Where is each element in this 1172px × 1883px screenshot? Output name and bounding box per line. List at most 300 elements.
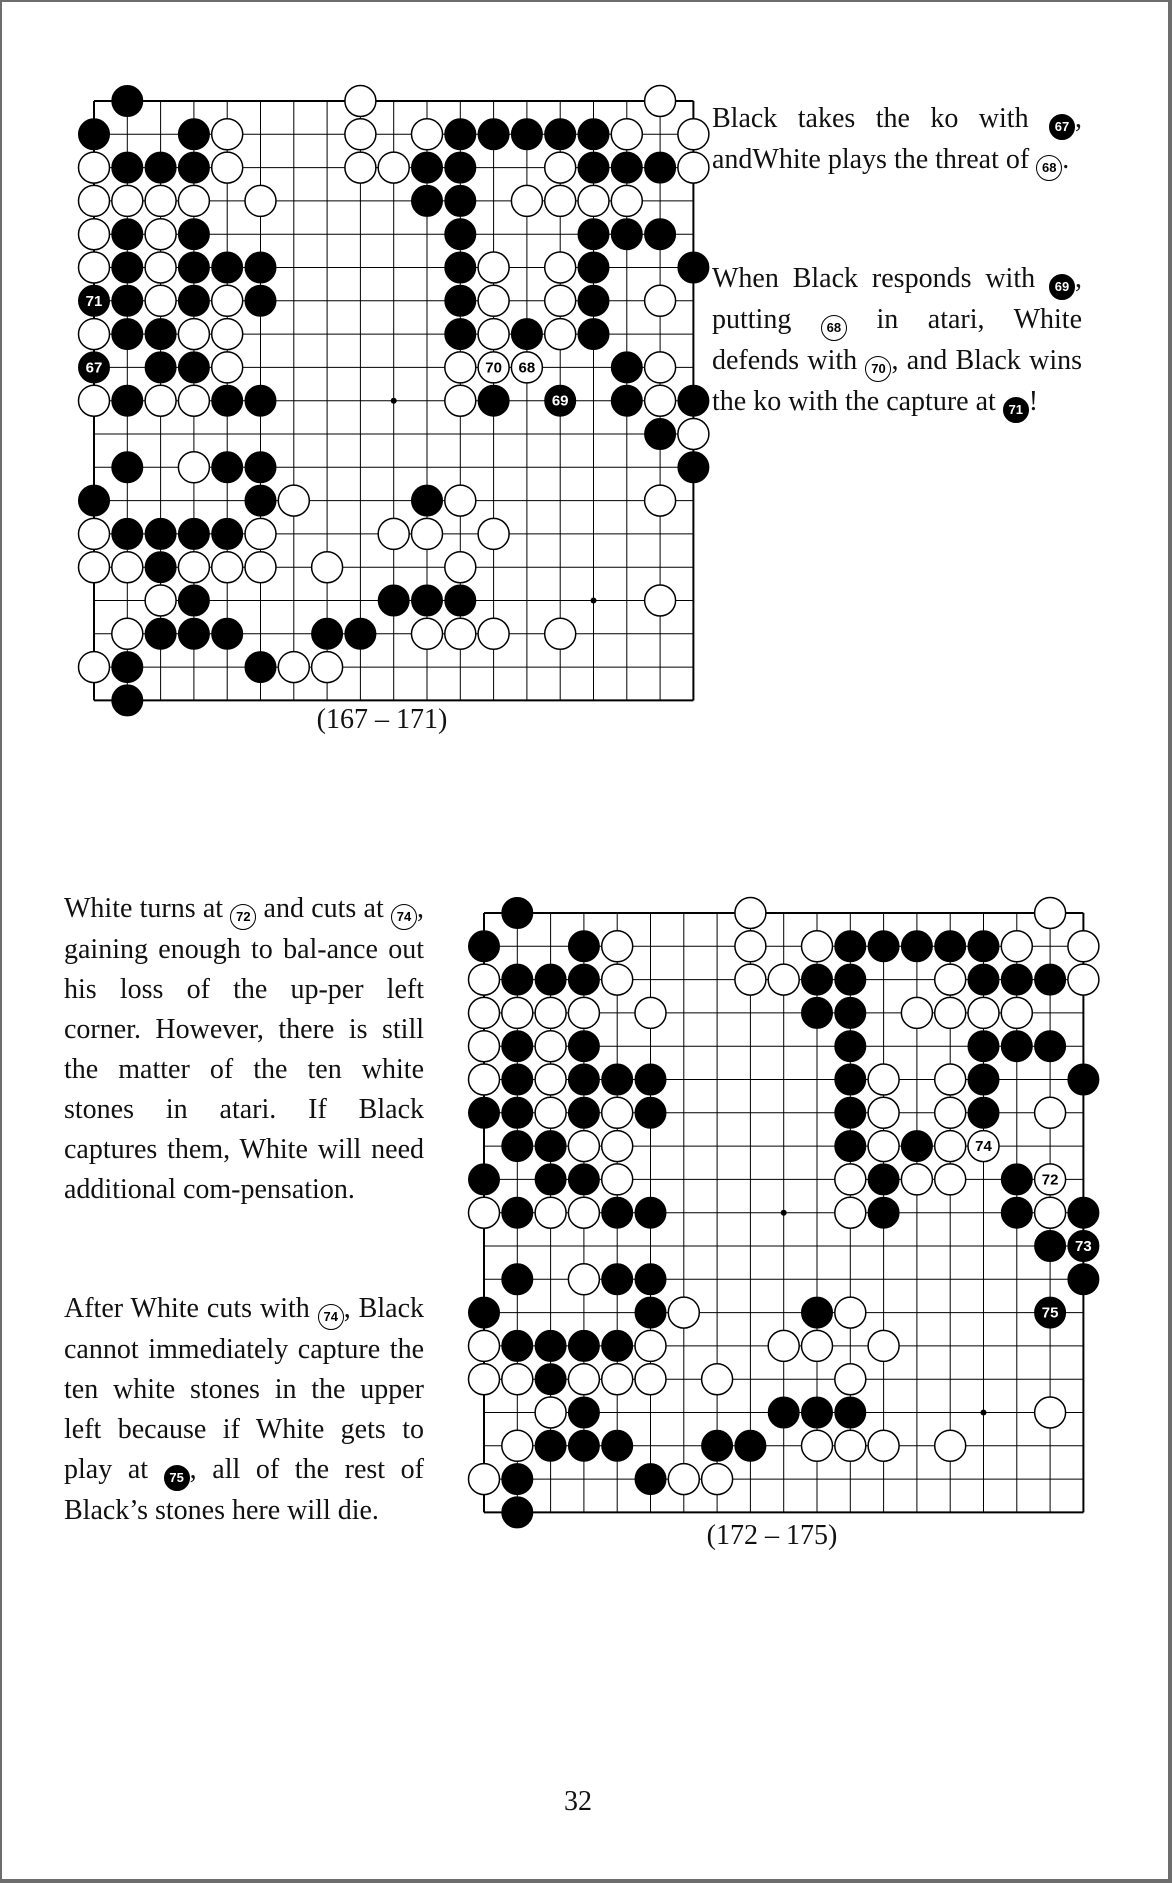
white-stone: [469, 1464, 500, 1495]
text: Black takes the ko with: [712, 103, 1049, 134]
white-stone: [469, 1364, 500, 1395]
white-stone: [478, 319, 509, 350]
black-stone: [1068, 1064, 1099, 1095]
inline-white-stone: 68: [821, 315, 847, 341]
black-stone: [1035, 964, 1066, 995]
black-stone: [868, 931, 899, 962]
white-stone: [312, 552, 343, 583]
white-stone: [668, 1297, 699, 1328]
white-stone: [678, 119, 709, 150]
black-stone: [245, 285, 276, 316]
white-stone: [735, 898, 766, 929]
black-stone: [445, 219, 476, 250]
white-stone: [469, 997, 500, 1028]
black-stone: [112, 252, 143, 283]
black-stone: [835, 1031, 866, 1062]
hoshi-point: [781, 1210, 787, 1216]
inline-black-stone: 71: [1003, 397, 1029, 423]
black-stone: [735, 1430, 766, 1461]
black-stone: [635, 1297, 666, 1328]
text: , andWhite plays the threat of: [712, 103, 1082, 175]
paragraph-after-white-cuts: [64, 1289, 424, 1531]
white-stone: [545, 252, 576, 283]
white-stone: [412, 618, 443, 649]
black-stone: [445, 185, 476, 216]
white-stone: [79, 185, 110, 216]
move-number-label: 72: [1041, 1171, 1059, 1189]
black-stone: [212, 452, 243, 483]
black-stone: [578, 319, 609, 350]
black-stone: [112, 285, 143, 316]
white-stone: [145, 385, 176, 416]
black-stone: [478, 385, 509, 416]
hoshi-point: [391, 398, 397, 404]
go-diagram-172-175: [468, 897, 1092, 1505]
white-stone: [79, 252, 110, 283]
black-stone: [568, 964, 599, 995]
white-stone: [535, 1031, 566, 1062]
white-stone: [635, 997, 666, 1028]
white-stone: [212, 285, 243, 316]
text: in atari, White defends with: [712, 304, 1082, 376]
white-stone: [835, 1297, 866, 1328]
black-stone: [445, 585, 476, 616]
white-stone: [935, 1097, 966, 1128]
white-stone: [702, 1464, 733, 1495]
white-stone: [1035, 898, 1066, 929]
white-stone: [568, 997, 599, 1028]
white-stone: [635, 1364, 666, 1395]
white-stone: [835, 1364, 866, 1395]
black-stone: [212, 618, 243, 649]
black-stone: [611, 152, 642, 183]
white-stone: [478, 252, 509, 283]
black-stone: [445, 252, 476, 283]
black-stone: [568, 1397, 599, 1428]
black-stone: [469, 1164, 500, 1195]
black-stone: [568, 1064, 599, 1095]
hoshi-point: [981, 1410, 987, 1416]
black-stone: [901, 931, 932, 962]
black-stone: [469, 1097, 500, 1128]
white-stone: [212, 352, 243, 383]
white-stone: [602, 1131, 633, 1162]
page-number: 32: [564, 1786, 592, 1817]
black-stone: [568, 1097, 599, 1128]
black-stone: [502, 1064, 533, 1095]
move-number-label: 74: [975, 1138, 992, 1156]
white-stone: [545, 319, 576, 350]
black-stone: [535, 1430, 566, 1461]
white-stone: [602, 964, 633, 995]
white-stone: [212, 552, 243, 583]
black-stone: [502, 964, 533, 995]
black-stone: [535, 1131, 566, 1162]
black-stone: [768, 1397, 799, 1428]
black-stone: [178, 252, 209, 283]
white-stone: [445, 618, 476, 649]
white-stone: [1068, 931, 1099, 962]
white-stone: [868, 1097, 899, 1128]
white-stone: [145, 252, 176, 283]
black-stone: [568, 1031, 599, 1062]
white-stone: [535, 1397, 566, 1428]
move-number-label: 73: [1075, 1238, 1092, 1255]
black-stone: [568, 1164, 599, 1195]
white-stone: [178, 319, 209, 350]
black-stone: [1035, 1231, 1066, 1262]
white-stone: [469, 1197, 500, 1228]
inline-black-stone: 69: [1049, 274, 1075, 300]
black-stone: [245, 385, 276, 416]
text: and cuts at: [256, 893, 391, 924]
black-stone: [145, 618, 176, 649]
black-stone: [178, 618, 209, 649]
white-stone: [1001, 931, 1032, 962]
white-stone: [645, 385, 676, 416]
black-stone: [178, 285, 209, 316]
white-stone: [568, 1131, 599, 1162]
white-stone: [901, 997, 932, 1028]
black-stone: [112, 86, 143, 117]
white-stone: [645, 485, 676, 516]
black-stone: [1001, 1197, 1032, 1228]
white-stone: [545, 185, 576, 216]
white-stone: [968, 997, 999, 1028]
white-stone: [79, 319, 110, 350]
black-stone: [145, 518, 176, 549]
white-stone: [469, 964, 500, 995]
move-number-label: 69: [551, 392, 569, 410]
black-stone: [502, 1464, 533, 1495]
black-stone: [835, 1097, 866, 1128]
white-stone: [735, 931, 766, 962]
diagram-caption-172-175: (172 – 175): [706, 1520, 838, 1551]
black-stone: [568, 1330, 599, 1361]
black-stone: [868, 1164, 899, 1195]
black-stone: [578, 252, 609, 283]
white-stone: [469, 1064, 500, 1095]
black-stone: [868, 1197, 899, 1228]
white-stone: [935, 1131, 966, 1162]
black-stone: [112, 219, 143, 250]
black-stone: [378, 585, 409, 616]
paragraph-ko-67: [712, 99, 1082, 181]
inline-white-stone: 70: [865, 356, 891, 382]
black-stone: [502, 1497, 533, 1528]
black-stone: [635, 1264, 666, 1295]
black-stone: [802, 964, 833, 995]
white-stone: [79, 552, 110, 583]
diagram-caption-167-171: (167 – 171): [316, 704, 448, 735]
white-stone: [145, 585, 176, 616]
black-stone: [112, 685, 143, 716]
black-stone: [245, 252, 276, 283]
white-stone: [578, 185, 609, 216]
white-stone: [79, 518, 110, 549]
white-stone: [278, 652, 309, 683]
black-stone: [502, 1031, 533, 1062]
black-stone: [112, 652, 143, 683]
black-stone: [145, 152, 176, 183]
white-stone: [178, 452, 209, 483]
white-stone: [412, 518, 443, 549]
white-stone: [602, 931, 633, 962]
black-stone: [802, 1297, 833, 1328]
black-stone: [835, 964, 866, 995]
white-stone: [935, 1430, 966, 1461]
hoshi-point: [591, 598, 597, 604]
white-stone: [611, 119, 642, 150]
black-stone: [535, 1330, 566, 1361]
black-stone: [502, 898, 533, 929]
black-stone: [145, 352, 176, 383]
white-stone: [868, 1131, 899, 1162]
text: , gaining enough to bal-ance out his loss of the up-per left corner. However, there is still the matter of the ten white stones in atari. If Black captures them, White will need additional com-pensation.: [64, 893, 424, 1205]
white-stone: [935, 1164, 966, 1195]
black-stone: [602, 1330, 633, 1361]
black-stone: [568, 931, 599, 962]
white-stone: [1035, 1197, 1066, 1228]
black-stone: [345, 618, 376, 649]
black-stone: [678, 252, 709, 283]
white-stone: [802, 1330, 833, 1361]
black-stone: [112, 452, 143, 483]
white-stone: [835, 1430, 866, 1461]
black-stone: [112, 518, 143, 549]
move-number-label: 67: [85, 359, 103, 377]
black-stone: [79, 485, 110, 516]
paragraph-white-turns: [64, 889, 424, 1210]
white-stone: [935, 964, 966, 995]
white-stone: [1001, 997, 1032, 1028]
white-stone: [545, 152, 576, 183]
move-number-label: 71: [85, 292, 103, 310]
black-stone: [212, 252, 243, 283]
black-stone: [412, 485, 443, 516]
white-stone: [412, 119, 443, 150]
black-stone: [635, 1097, 666, 1128]
white-stone: [678, 152, 709, 183]
white-stone: [245, 552, 276, 583]
black-stone: [445, 119, 476, 150]
white-stone: [1035, 1397, 1066, 1428]
white-stone: [212, 152, 243, 183]
white-stone: [502, 1364, 533, 1395]
black-stone: [502, 1330, 533, 1361]
white-stone: [79, 652, 110, 683]
black-stone: [1035, 1031, 1066, 1062]
text: , and Black wins the ko with the capture at: [712, 345, 1083, 417]
white-stone: [535, 1097, 566, 1128]
white-stone: [835, 1197, 866, 1228]
white-stone: [735, 964, 766, 995]
white-stone: [645, 352, 676, 383]
black-stone: [178, 119, 209, 150]
white-stone: [145, 185, 176, 216]
black-stone: [578, 152, 609, 183]
white-stone: [611, 185, 642, 216]
white-stone: [245, 185, 276, 216]
black-stone: [545, 119, 576, 150]
white-stone: [768, 964, 799, 995]
black-stone: [835, 997, 866, 1028]
black-stone: [645, 219, 676, 250]
black-stone: [445, 285, 476, 316]
white-stone: [645, 585, 676, 616]
black-stone: [678, 385, 709, 416]
white-stone: [835, 1164, 866, 1195]
black-stone: [635, 1197, 666, 1228]
white-stone: [568, 1197, 599, 1228]
black-stone: [145, 552, 176, 583]
black-stone: [802, 1397, 833, 1428]
black-stone: [412, 585, 443, 616]
white-stone: [112, 618, 143, 649]
white-stone: [478, 518, 509, 549]
move-number-label: 75: [1041, 1304, 1059, 1322]
white-stone: [178, 385, 209, 416]
white-stone: [645, 285, 676, 316]
black-stone: [245, 652, 276, 683]
white-stone: [79, 219, 110, 250]
white-stone: [145, 219, 176, 250]
black-stone: [535, 1364, 566, 1395]
black-stone: [602, 1430, 633, 1461]
black-stone: [968, 1097, 999, 1128]
white-stone: [602, 1364, 633, 1395]
white-stone: [545, 285, 576, 316]
black-stone: [245, 452, 276, 483]
white-stone: [802, 931, 833, 962]
white-stone: [445, 385, 476, 416]
white-stone: [312, 652, 343, 683]
black-stone: [245, 485, 276, 516]
black-stone: [835, 931, 866, 962]
white-stone: [635, 1330, 666, 1361]
black-stone: [178, 518, 209, 549]
inline-white-stone: 72: [230, 904, 256, 930]
inline-white-stone: 68: [1036, 155, 1062, 181]
black-stone: [178, 152, 209, 183]
white-stone: [678, 419, 709, 450]
black-stone: [145, 319, 176, 350]
black-stone: [968, 931, 999, 962]
black-stone: [578, 119, 609, 150]
white-stone: [212, 119, 243, 150]
white-stone: [568, 1364, 599, 1395]
white-stone: [212, 319, 243, 350]
black-stone: [835, 1131, 866, 1162]
white-stone: [802, 1430, 833, 1461]
white-stone: [445, 352, 476, 383]
black-stone: [602, 1064, 633, 1095]
black-stone: [802, 997, 833, 1028]
white-stone: [645, 86, 676, 117]
black-stone: [212, 518, 243, 549]
white-stone: [178, 185, 209, 216]
go-diagram-167-171: [78, 85, 682, 693]
black-stone: [1068, 1197, 1099, 1228]
white-stone: [545, 618, 576, 649]
white-stone: [535, 1064, 566, 1095]
white-stone: [1035, 1097, 1066, 1128]
white-stone: [702, 1364, 733, 1395]
white-stone: [602, 1097, 633, 1128]
white-stone: [378, 518, 409, 549]
black-stone: [511, 319, 542, 350]
black-stone: [478, 119, 509, 150]
black-stone: [968, 1031, 999, 1062]
inline-black-stone: 75: [164, 1465, 190, 1491]
text: !: [1028, 386, 1039, 417]
black-stone: [112, 152, 143, 183]
black-stone: [469, 1297, 500, 1328]
white-stone: [469, 1330, 500, 1361]
black-stone: [611, 385, 642, 416]
black-stone: [835, 1397, 866, 1428]
white-stone: [502, 997, 533, 1028]
black-stone: [412, 152, 443, 183]
black-stone: [578, 285, 609, 316]
white-stone: [178, 552, 209, 583]
black-stone: [645, 419, 676, 450]
white-stone: [868, 1430, 899, 1461]
black-stone: [178, 585, 209, 616]
white-stone: [602, 1164, 633, 1195]
white-stone: [478, 285, 509, 316]
black-stone: [502, 1264, 533, 1295]
black-stone: [502, 1097, 533, 1128]
black-stone: [835, 1064, 866, 1095]
white-stone: [478, 618, 509, 649]
white-stone: [668, 1464, 699, 1495]
white-stone: [345, 86, 376, 117]
paragraph-black-responds: [712, 259, 1082, 423]
white-stone: [568, 1264, 599, 1295]
white-stone: [511, 185, 542, 216]
black-stone: [79, 119, 110, 150]
black-stone: [511, 119, 542, 150]
black-stone: [935, 931, 966, 962]
white-stone: [112, 185, 143, 216]
black-stone: [702, 1430, 733, 1461]
white-stone: [112, 552, 143, 583]
white-stone: [145, 285, 176, 316]
white-stone: [469, 1031, 500, 1062]
black-stone: [602, 1264, 633, 1295]
white-stone: [868, 1330, 899, 1361]
black-stone: [968, 1064, 999, 1095]
book-page: [2, 2, 1168, 1879]
white-stone: [868, 1064, 899, 1095]
black-stone: [212, 385, 243, 416]
text: , all of the rest of Black’s stones here will die.: [64, 1454, 424, 1526]
black-stone: [602, 1197, 633, 1228]
inline-white-stone: 74: [391, 904, 417, 930]
white-stone: [378, 152, 409, 183]
black-stone: [535, 1164, 566, 1195]
white-stone: [502, 1430, 533, 1461]
black-stone: [968, 964, 999, 995]
black-stone: [502, 1131, 533, 1162]
white-stone: [535, 997, 566, 1028]
black-stone: [412, 185, 443, 216]
white-stone: [79, 152, 110, 183]
text: When Black responds with: [712, 263, 1049, 294]
white-stone: [935, 1064, 966, 1095]
black-stone: [112, 385, 143, 416]
